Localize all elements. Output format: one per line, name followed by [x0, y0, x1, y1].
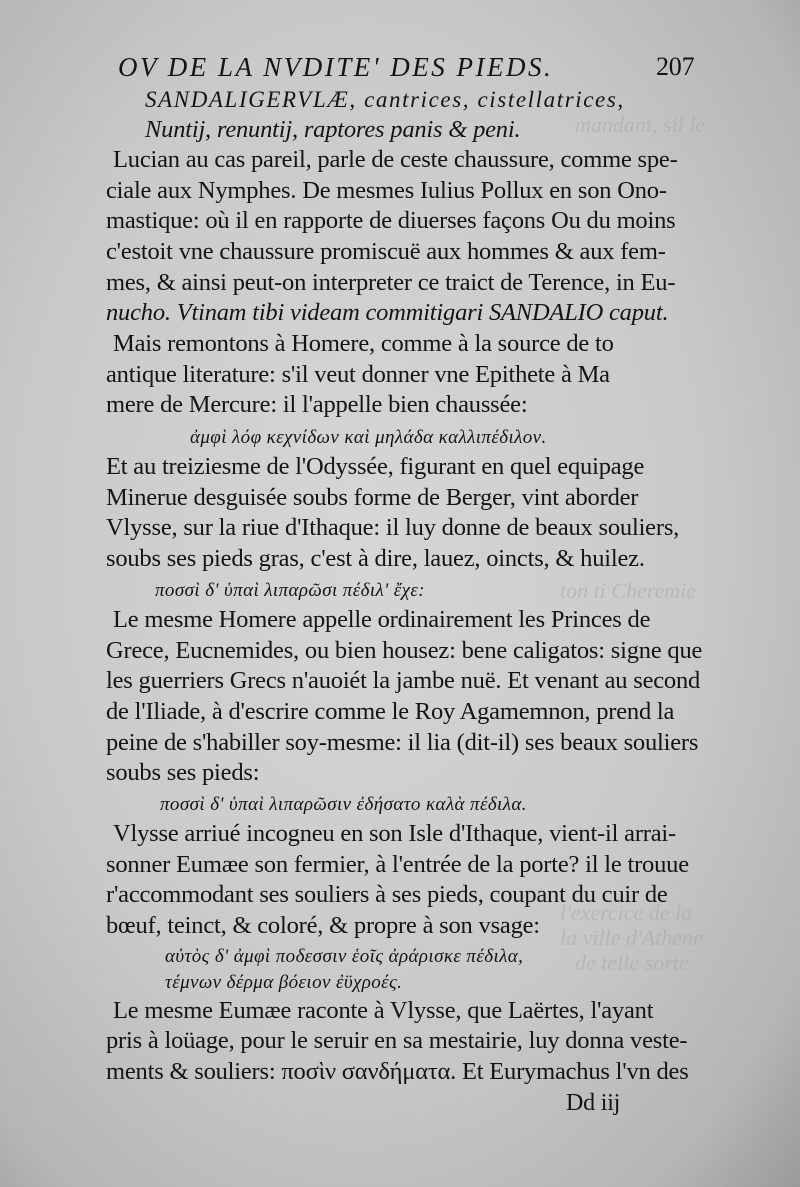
bleed-through-text: l'exercice de la [560, 900, 693, 925]
text-line: Et au treiziesme de l'Odyssée, figurant en quel equipage [106, 453, 645, 480]
bleed-through-text: mandant, sil le [575, 112, 706, 137]
greek-quotation: ποσσὶ δ' ὑπαὶ λιπαρῶσιν ἐδήσατο καλὰ πέδιλα. [160, 794, 527, 815]
text-line: soubs ses pieds gras, c'est à dire, lauez, oincts, & huilez. [106, 545, 645, 572]
text-line: Vlysse, sur la riue d'Ithaque: il luy donne de beaux souliers, [106, 514, 680, 541]
greek-quotation: ἀμφὶ λόφ κεχνίδων καὶ μηλάδα καλλιπέδιλον. [190, 427, 547, 448]
text-line: Nuntij, renuntij, raptores panis & peni. [145, 116, 521, 143]
bleed-through-text: de telle sorte [575, 950, 689, 975]
text-line: Mais remontons à Homere, comme à la source de to [113, 330, 614, 357]
text-line: bœuf, teinct, & coloré, & propre à son vsage: [106, 912, 540, 939]
signature-mark: Dd iij [566, 1090, 621, 1116]
text-line: les guerriers Grecs n'auoiét la jambe nuë. Et venant au second [106, 667, 701, 694]
bleed-through-text: ton ti Cheremie [560, 578, 697, 603]
text-line: pris à loüage, pour le seruir en sa mestairie, luy donna veste- [106, 1027, 688, 1054]
bleed-through-text: la ville d'Athene [560, 925, 703, 950]
text-line: Le mesme Homere appelle ordinairement les Princes de [113, 606, 651, 633]
page-number: 207 [656, 52, 695, 81]
text-line: Vlysse arriué incogneu en son Isle d'Ithaque, vient-il arrai- [113, 820, 676, 847]
text-line: Lucian au cas pareil, parle de ceste chaussure, comme spe- [113, 146, 678, 173]
text-line: soubs ses pieds: [106, 759, 260, 786]
text-line: SANDALIGERVLÆ, cantrices, cistellatrices, [145, 87, 625, 112]
text-line: mes, & ainsi peut-on interpreter ce traict de Terence, in Eu- [106, 269, 676, 296]
text-line: nucho. Vtinam tibi videam commitigari SANDALIO caput. [106, 299, 669, 326]
text-line: c'estoit vne chaussure promiscuë aux hommes & aux fem- [106, 238, 666, 265]
text-line: peine de s'habiller soy-mesme: il lia (dit-il) ses beaux souliers [106, 729, 699, 756]
text-line: mere de Mercure: il l'appelle bien chaussée: [106, 391, 528, 418]
text-line: r'accommodant ses souliers à ses pieds, coupant du cuir de [106, 881, 668, 908]
text-line: ments & souliers: ποσὶν σανδήματα. Et Eurymachus l'vn des [106, 1058, 689, 1085]
text-line: antique literature: s'il veut donner vne Epithete à Ma [106, 361, 610, 388]
text-line: mastique: où il en rapporte de diuerses façons Ou du moins [106, 207, 676, 234]
text-line: de l'Iliade, à d'escrire comme le Roy Agamemnon, prend la [106, 698, 675, 725]
text-line: ciale aux Nymphes. De mesmes Iulius Pollux en son Ono- [106, 177, 667, 204]
greek-quotation: ποσσὶ δ' ὑπαὶ λιπαρῶσι πέδιλ' ἔχε: [155, 580, 426, 601]
text-line: Minerue desguisée soubs forme de Berger, vint aborder [106, 484, 639, 511]
greek-quotation: αὐτὸς δ' ἀμφὶ ποδεσσιν ἑοῖς ἀράρισκε πέδιλα, [165, 946, 524, 967]
running-title: OV DE LA NVDITE' DES PIEDS. [118, 52, 554, 82]
text-line: Grece, Eucnemides, ou bien housez: bene caligatos: signe que [106, 637, 703, 664]
text-line: Le mesme Eumæe raconte à Vlysse, que Laërtes, l'ayant [113, 997, 654, 1024]
greek-quotation: τέμνων δέρμα βόειον ἐϋχροές. [165, 972, 403, 993]
text-line: sonner Eumæe son fermier, à l'entrée de la porte? il le trouue [106, 851, 689, 878]
